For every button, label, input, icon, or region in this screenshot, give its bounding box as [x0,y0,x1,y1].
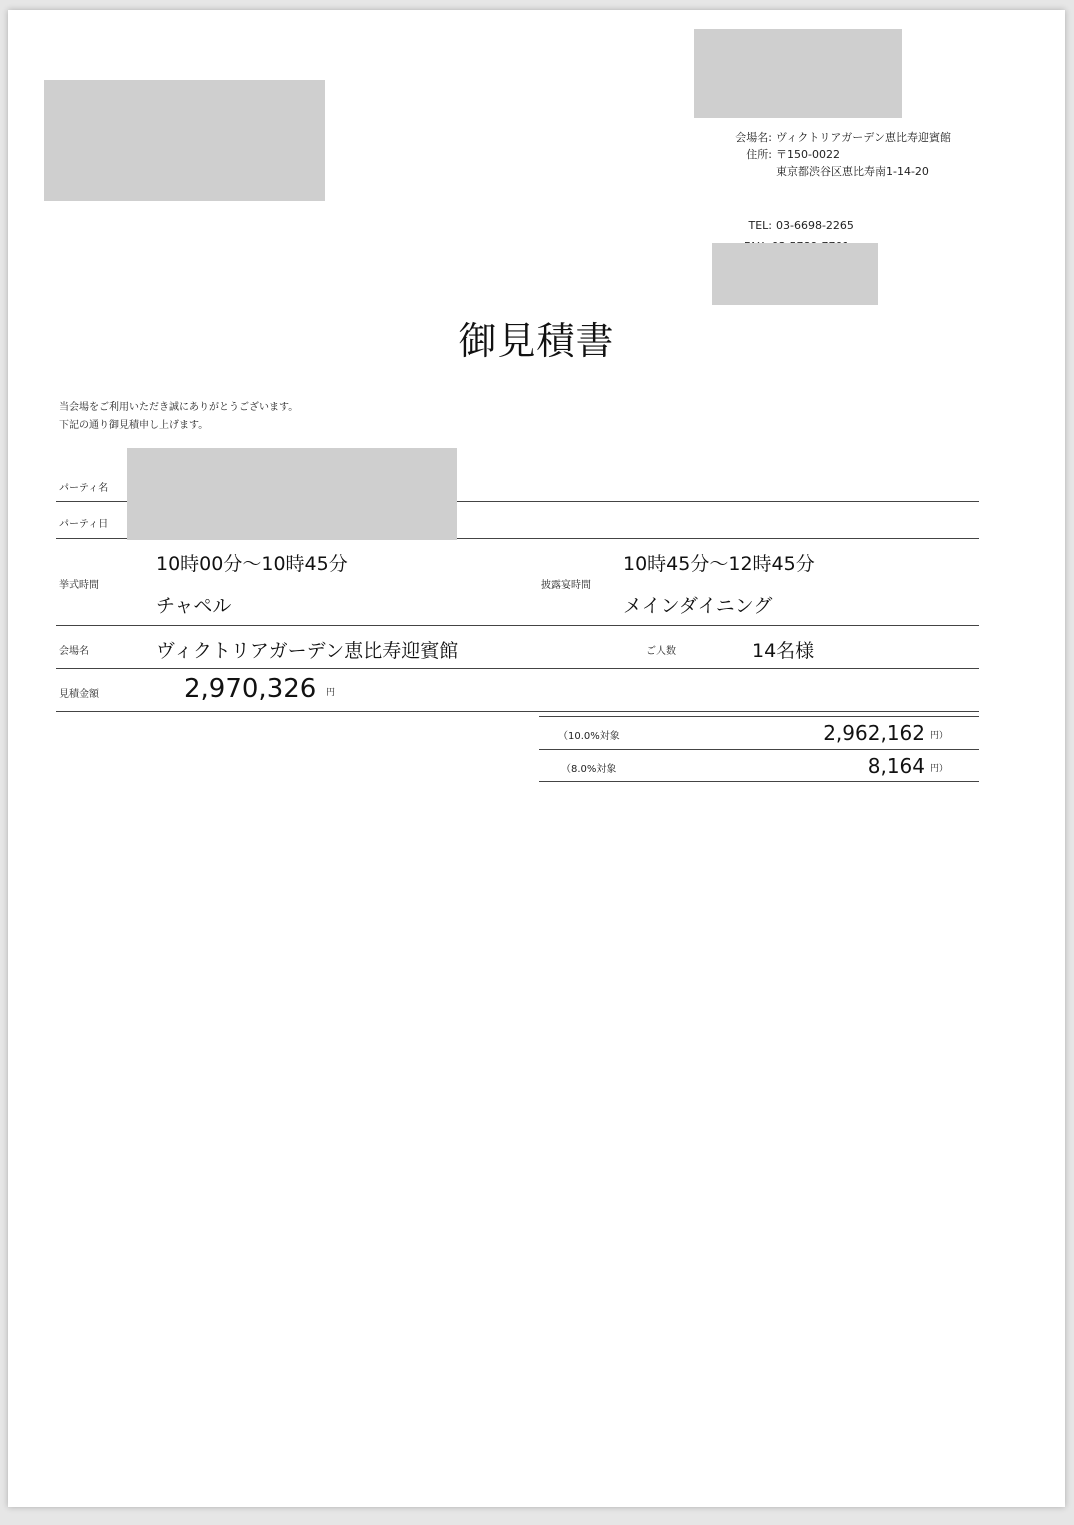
greeting [59,399,298,435]
rule-times [56,625,979,626]
document-page [8,10,1065,1507]
venue-name: ヴィクトリアガーデン恵比寿迎賓館 [776,131,952,144]
party-date-label: パーティ日 [59,519,109,530]
tax-8-amount: 8,164 [867,754,925,778]
redacted-logo-left [44,80,325,201]
venue-label: 会場名 [59,646,89,657]
redacted-stamp [712,243,878,305]
reception-time-label: 披露宴時間 [541,580,591,591]
greeting-line-1: 当会場をご利用いただき誠にありがとうございます。 [59,402,299,413]
venue-tel: 03-6698-2265 [776,219,854,232]
venue-postal: 〒150-0022 [776,148,840,161]
venue-address: 東京都渋谷区恵比寿南1-14-20 [776,165,929,178]
ceremony-time-label: 挙式時間 [59,580,99,591]
tax-10-label: （10.0%対象 [558,731,620,742]
tax-10-amount: 2,962,162 [823,721,925,745]
rule-tax-bottom [539,781,979,782]
rule-tax-top [539,716,979,717]
estimate-label: 見積金額 [59,689,99,700]
document-title: 御見積書 [458,319,615,363]
ceremony-time: 10時00分～10時45分 [156,553,348,575]
venue-tel-label: TEL: [748,219,772,232]
tax-10-suffix: 円） [930,731,949,741]
tax-8-label: （8.0%対象 [561,764,617,775]
rule-tax-mid [539,749,979,750]
estimate-amount: 2,970,326 [184,674,317,704]
rule-venue [56,668,979,669]
rule-estimate [56,711,979,712]
venue-address-label: 住所: [746,148,772,161]
redacted-logo-right [694,29,902,118]
venue-name-field: ヴィクトリアガーデン恵比寿迎賓館 [156,640,459,662]
guests-label: ご人数 [646,646,676,657]
party-name-label: パーティ名 [59,483,109,494]
venue-name-label: 会場名: [735,131,772,144]
greeting-line-2: 下記の通り御見積申し上げます。 [59,420,209,431]
tax-8-suffix: 円） [930,764,949,774]
reception-place: メインダイニング [623,595,773,617]
reception-time: 10時45分～12時45分 [623,553,815,575]
redacted-party-info [127,448,457,540]
estimate-currency: 円 [326,688,336,698]
guests-count: 14名様 [752,640,815,662]
ceremony-place: チャペル [156,595,232,617]
